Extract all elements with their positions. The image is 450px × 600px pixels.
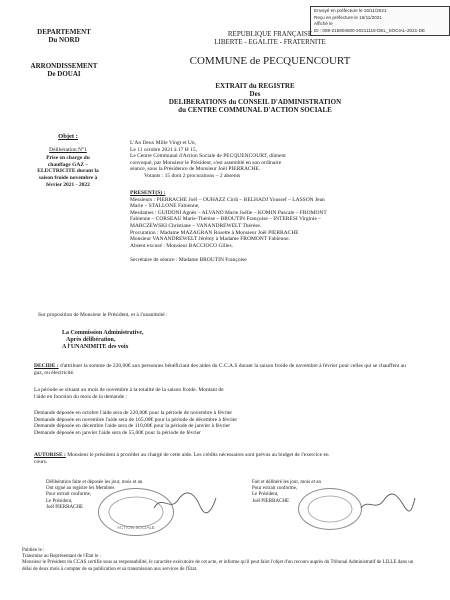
session-line-4: convoqué, par Monsieur le Président, s'est assemblé en son ordinaire bbox=[130, 159, 282, 166]
members-line-5: MARCZEWSKI Christiane – VANANDREWELT Thérèse. bbox=[130, 222, 262, 229]
session-line-3: Le Centre Communal d'Action Sociale de PECQUENCOURT, dûment bbox=[130, 153, 286, 160]
amount-line-october: Demande déposée en octobre l'aide sera de 220,00€ pour la période de novembre à février bbox=[34, 410, 233, 416]
title-line-4: du CENTRE COMMUNAL D'ACTION SOCIALE bbox=[178, 106, 332, 114]
seal-right-ring-icon bbox=[299, 489, 361, 529]
session-line-5: séance, sous la Présidence de Monsieur Joël PIERRACHE. bbox=[130, 166, 261, 173]
title-line-2: Des bbox=[249, 90, 261, 98]
department-label: DEPARTEMENT bbox=[37, 28, 91, 36]
objet-line-2: chauffage GAZ – bbox=[47, 161, 89, 168]
commission-line-2: Après délibération, bbox=[66, 337, 116, 343]
sig-left-line-1: Délibération faite et déposée les jour, mois et an bbox=[46, 480, 143, 485]
amount-line-january: Demande déposée en janvier l'aide sera de 55,00€ pour la période de février bbox=[34, 429, 201, 436]
session-line-2: Le 11 octobre 2021 à 17 H 15, bbox=[130, 146, 198, 153]
sig-left-line-5: Joël PIERRACHE bbox=[46, 504, 84, 510]
intro-line: Sur proposition de Monsieur le Président, et à l'unanimité : bbox=[38, 312, 168, 318]
members-line-1: Messieurs : PIERRACHE Joël – OUHAZZ Cirdi – BELHADJ Youssef – LASSON Jean bbox=[130, 196, 325, 203]
sig-left-line-2: Ont signé au registre les Membres bbox=[46, 486, 115, 492]
objet-block bbox=[22, 134, 114, 188]
members-line-7: Monsieur VANANDREWELT Jérémy à Madame FROMONT Fabienne. bbox=[130, 236, 290, 243]
members-line-2: Marie – STALLONE Fabienne, bbox=[130, 203, 200, 210]
amount-line-december: Demande déposée en décembre l'aide sera de 110,00€ pour la période de janvier à février bbox=[34, 423, 231, 430]
stamp-line-1: Envoyé en préfecture le 16/11/2021 bbox=[314, 8, 387, 13]
seal-text: ACTION SOCIALE bbox=[117, 525, 155, 530]
session-block bbox=[130, 140, 430, 180]
present-label: PRESENT(S) : bbox=[130, 190, 166, 196]
objet-line-1: Prise en charge du bbox=[46, 155, 90, 162]
footer-block bbox=[22, 548, 422, 573]
members-block bbox=[130, 190, 430, 264]
republic-heading bbox=[195, 30, 345, 46]
decide-label: DECIDE : bbox=[34, 363, 59, 369]
commission-line-3: A l'UNANIMITE des voix bbox=[62, 344, 129, 350]
autorise-paragraph bbox=[34, 452, 334, 465]
stamp-id: ID : 059-215904600-20211116-DEL_SOCIAL-2021-DE bbox=[314, 27, 426, 33]
autorise-label: AUTORISE : bbox=[34, 452, 66, 458]
objet-line-5: février 2021 - 2022 bbox=[46, 181, 90, 188]
commune-name: COMMUNE de PECQUENCOURT bbox=[189, 55, 351, 67]
left-signature-scribble bbox=[150, 490, 220, 516]
title-line-1: EXTRAIT du REGISTRE bbox=[215, 82, 295, 90]
commission-line-1: La Commission Administrative, bbox=[62, 330, 144, 336]
right-signature-scribble bbox=[358, 492, 418, 516]
footer-certification: Monsieur le Président du CCAS certifie sous sa responsabilité, le caractère exécutoire de cet acte, et informe qu'il peut faire l'objet d'un recours auprès du Tribunal Administratif de LILLE dans un délai de deux mois à compter de sa publication et sa transmission aux services de l'Etat. bbox=[22, 560, 414, 572]
period-paragraph: La période se situant au mois de novembre à la totalité de la saison froide. Montant de l'aide en fonction du mois de la demande : bbox=[34, 387, 224, 400]
stamp-line-3: Affiché le bbox=[314, 21, 333, 27]
amount-line-november: Demande déposée en novembre l'aide sera de 165,00€ pour la période de décembre à février bbox=[34, 416, 238, 423]
sig-right-line-4: Joël PIERRACHE bbox=[252, 498, 290, 504]
sig-right-line-1: Fait et délibéré les jour, mois et an bbox=[252, 480, 321, 485]
commission-block bbox=[62, 330, 262, 351]
objet-label: Objet : bbox=[58, 133, 78, 140]
sig-right-line-3: Le Président, bbox=[252, 492, 279, 498]
amounts-list bbox=[34, 410, 414, 436]
sig-left-line-4: Le Président, bbox=[46, 498, 73, 504]
session-line-1: L'An Deux Mille Vingt et Un, bbox=[130, 140, 196, 146]
stamp-line-2: Reçu en préfecture le 16/11/2021 bbox=[314, 14, 382, 20]
republic-motto: LIBERTE - EGALITE - FRATERNITE bbox=[214, 38, 326, 46]
arrondissement-block bbox=[18, 62, 110, 78]
votants-line: Votants : 15 dont 2 procurations – 2 absents bbox=[144, 172, 241, 179]
sig-left-line-3: Pour extrait conforme, bbox=[46, 492, 92, 498]
register-title bbox=[145, 82, 365, 114]
ccas-seal-right bbox=[298, 488, 362, 530]
footer-transmitted: Transmise au Représentant de l'Etat le : bbox=[22, 554, 102, 560]
republic-name: REPUBLIQUE FRANÇAISE bbox=[227, 30, 313, 38]
members-line-3: Mesdames : GUIDONI Agnès – ALVANO Marie Joëlle – KOMIN Pascale – FROMONT bbox=[130, 209, 327, 216]
arrondissement-name: De DOUAI bbox=[47, 70, 81, 78]
members-line-4: Fabienne – CORSEAU Marie-Thérèse – BROUTIN Françoise – INTERESI Virginie – bbox=[130, 216, 322, 223]
autorise-text: Monsieur le président à procéder au chargé de cette aide. Les crédits nécessaires sont prévus au budget de l'exercice en cours. bbox=[34, 452, 329, 465]
sig-right-line-2: Pour extrait conforme, bbox=[252, 486, 298, 492]
decide-paragraph bbox=[34, 363, 414, 376]
objet-line-4: saison froide novembre à bbox=[38, 174, 98, 181]
deliberation-number: Délibération N°1 bbox=[49, 146, 87, 153]
members-line-8: Absent excusé : Monsieur BACCIOCO Gilles. bbox=[130, 242, 233, 249]
footer-published: Publiée le : bbox=[22, 548, 45, 553]
title-line-3: DELIBERATIONS du CONSEIL D'ADMINISTRATION bbox=[168, 98, 342, 106]
department-block bbox=[18, 28, 110, 44]
objet-line-3: ELECTRICITE durant la bbox=[37, 168, 99, 175]
department-name: Du NORD bbox=[48, 36, 80, 44]
decide-text: d'attribuer la somme de 220,00€ aux personnes bénéficiant des aides du C.C.A.S durant la saison froide de novembre à février pour celles qui se chauffent au gaz, ou électricité. bbox=[34, 363, 406, 376]
members-line-6: Procuration : Madame MAZAGRAN Rosette à Monsieur Joël PIERRACHE bbox=[130, 229, 299, 236]
secretary-line: Secrétaire de séance : Madame BROUTIN Françoise bbox=[130, 257, 247, 264]
arrondissement-label: ARRONDISSEMENT bbox=[30, 62, 98, 70]
